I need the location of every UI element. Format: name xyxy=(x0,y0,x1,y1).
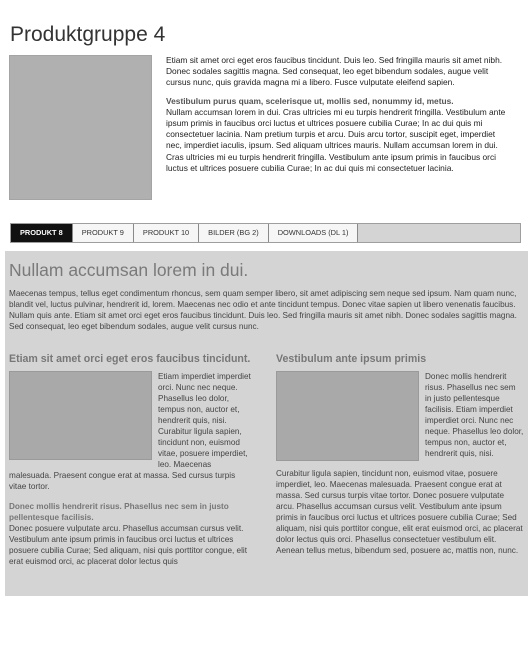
left-column-paragraph: Etiam imperdiet imperdiet orci. Nunc nec neque. Phasellus leo dolor, tempus non, auctor et, hendrerit quis, nisi. Curabitur ligula sapien, tincidunt non, euismod vitae, posuere imperdiet, leo. Maecenas malesuada. Praesent congue erat at massa. Sed cursus turpis vitae tortor. xyxy=(9,372,251,491)
right-column-paragraph-2: Curabitur ligula sapien, tincidunt non, euismod vitae, posuere imperdiet, leo. Maecenas malesuada. Praesent congue erat at massa. Sed cursus turpis vitae tortor. Donec posuere vulputate arcu. Phasellus accumsan cursus velit. Vestibulum ante ipsum primis in faucibus orci luctus et ultrices posuere cubilia Curae; Sed aliquam, nisi quis porttitor congue, elit erat euismod orci, ac placerat dolor lectus quis orci. Phasellus consectetuer vestibulum elit. Aenean tellus metus, bibendum sed, posuere ac, mattis non, nunc. xyxy=(276,469,523,555)
tab-downloads[interactable]: DOWNLOADS (DL 1) xyxy=(269,224,359,242)
panel-lead-text: Maecenas tempus, tellus eget condimentum rhoncus, sem quam semper libero, sit amet adipiscing sem neque sed ipsum. Nam quam nunc, blandit vel, luctus pulvinar, hendrerit id, lorem. Maecenas nec odio et ante tincidunt tempus. Donec vitae sapien ut libero venenatis faucibus. Nullam quis ante. Etiam sit amet orci eget eros faucibus tincidunt. Duis leo. Sed fringilla mauris sit amet nibh. Donec sodales sagittis magna. Sed consequat, leo eget bibendum sodales, augue velit cursus nunc. xyxy=(9,289,517,331)
intro-bold-lead: Vestibulum purus quam, scelerisque ut, mollis sed, nonummy id, metus. xyxy=(166,95,454,106)
left-column-body: Donec posuere vulputate arcu. Phasellus accumsan cursus velit. Vestibulum ante ipsum primis in faucibus orci luctus et ultrices posuere cubilia Curae; Sed aliquam, nisi quis porttitor congue, elit erat euismod orci, ac placerat dolor lectus quis xyxy=(9,524,248,566)
tab-produkt-9[interactable]: PRODUKT 9 xyxy=(73,224,134,242)
left-column xyxy=(9,352,252,576)
product-image xyxy=(9,55,152,200)
tab-bilder[interactable]: BILDER (BG 2) xyxy=(199,224,269,242)
intro-paragraph-2 xyxy=(166,96,508,174)
left-column-bold-lead: Donec mollis hendrerit risus. Phasellus nec sem in justo pellentesque facilisis. xyxy=(9,502,229,522)
right-column-heading: Vestibulum ante ipsum primis xyxy=(276,353,427,365)
tab-bar xyxy=(10,223,521,243)
right-column-image xyxy=(276,371,419,461)
left-column-heading: Etiam sit amet orci eget eros faucibus tincidunt. xyxy=(9,353,251,365)
tab-produkt-8[interactable]: PRODUKT 8 xyxy=(11,224,73,242)
right-column xyxy=(276,352,524,565)
intro-text xyxy=(166,55,508,181)
intro-body: Nullam accumsan lorem in dui. Cras ultricies mi eu turpis hendrerit fringilla. Vestibulum ante ipsum primis in faucibus orci luctus et ultrices posuere cubilia Curae; In ac dui quis mi consectetuer lacinia. Nam pretium turpis et arcu. Duis arcu tortor, suscipit eget, imperdiet nec, imperdiet iaculis, ipsum. Sed aliquam ultrices mauris. Nullam accumsan lorem in dui. Cras ultricies mi eu turpis hendrerit fringilla. Vestibulum ante ipsum primis in faucibus orci luctus et ultrices posuere cubilia Curae; In ac dui quis mi consectetuer lacinia. xyxy=(166,106,506,173)
tab-content-panel xyxy=(5,251,528,596)
tab-produkt-10[interactable]: PRODUKT 10 xyxy=(134,224,199,242)
intro-paragraph: Etiam sit amet orci eget eros faucibus tincidunt. Duis leo. Sed fringilla mauris sit amet nibh. Donec sodales sagittis magna. Sed consequat, leo eget bibendum sodales, augue velit cursus nunc, quis gravida magna mi a libero. Fusce vulputate eleifend sapien. xyxy=(166,55,503,88)
right-column-paragraph: Donec mollis hendrerit risus. Phasellus nec sem in justo pellentesque facilisis. Etiam imperdiet imperdiet orci. Nunc nec neque. Phasellus leo dolor, tempus non, auctor et, hendrerit quis, nisi. xyxy=(425,372,524,458)
panel-heading: Nullam accumsan lorem in dui. xyxy=(9,260,249,280)
page-title: Produktgruppe 4 xyxy=(10,23,166,46)
left-column-paragraph-2 xyxy=(9,501,252,567)
left-column-image xyxy=(9,371,152,460)
